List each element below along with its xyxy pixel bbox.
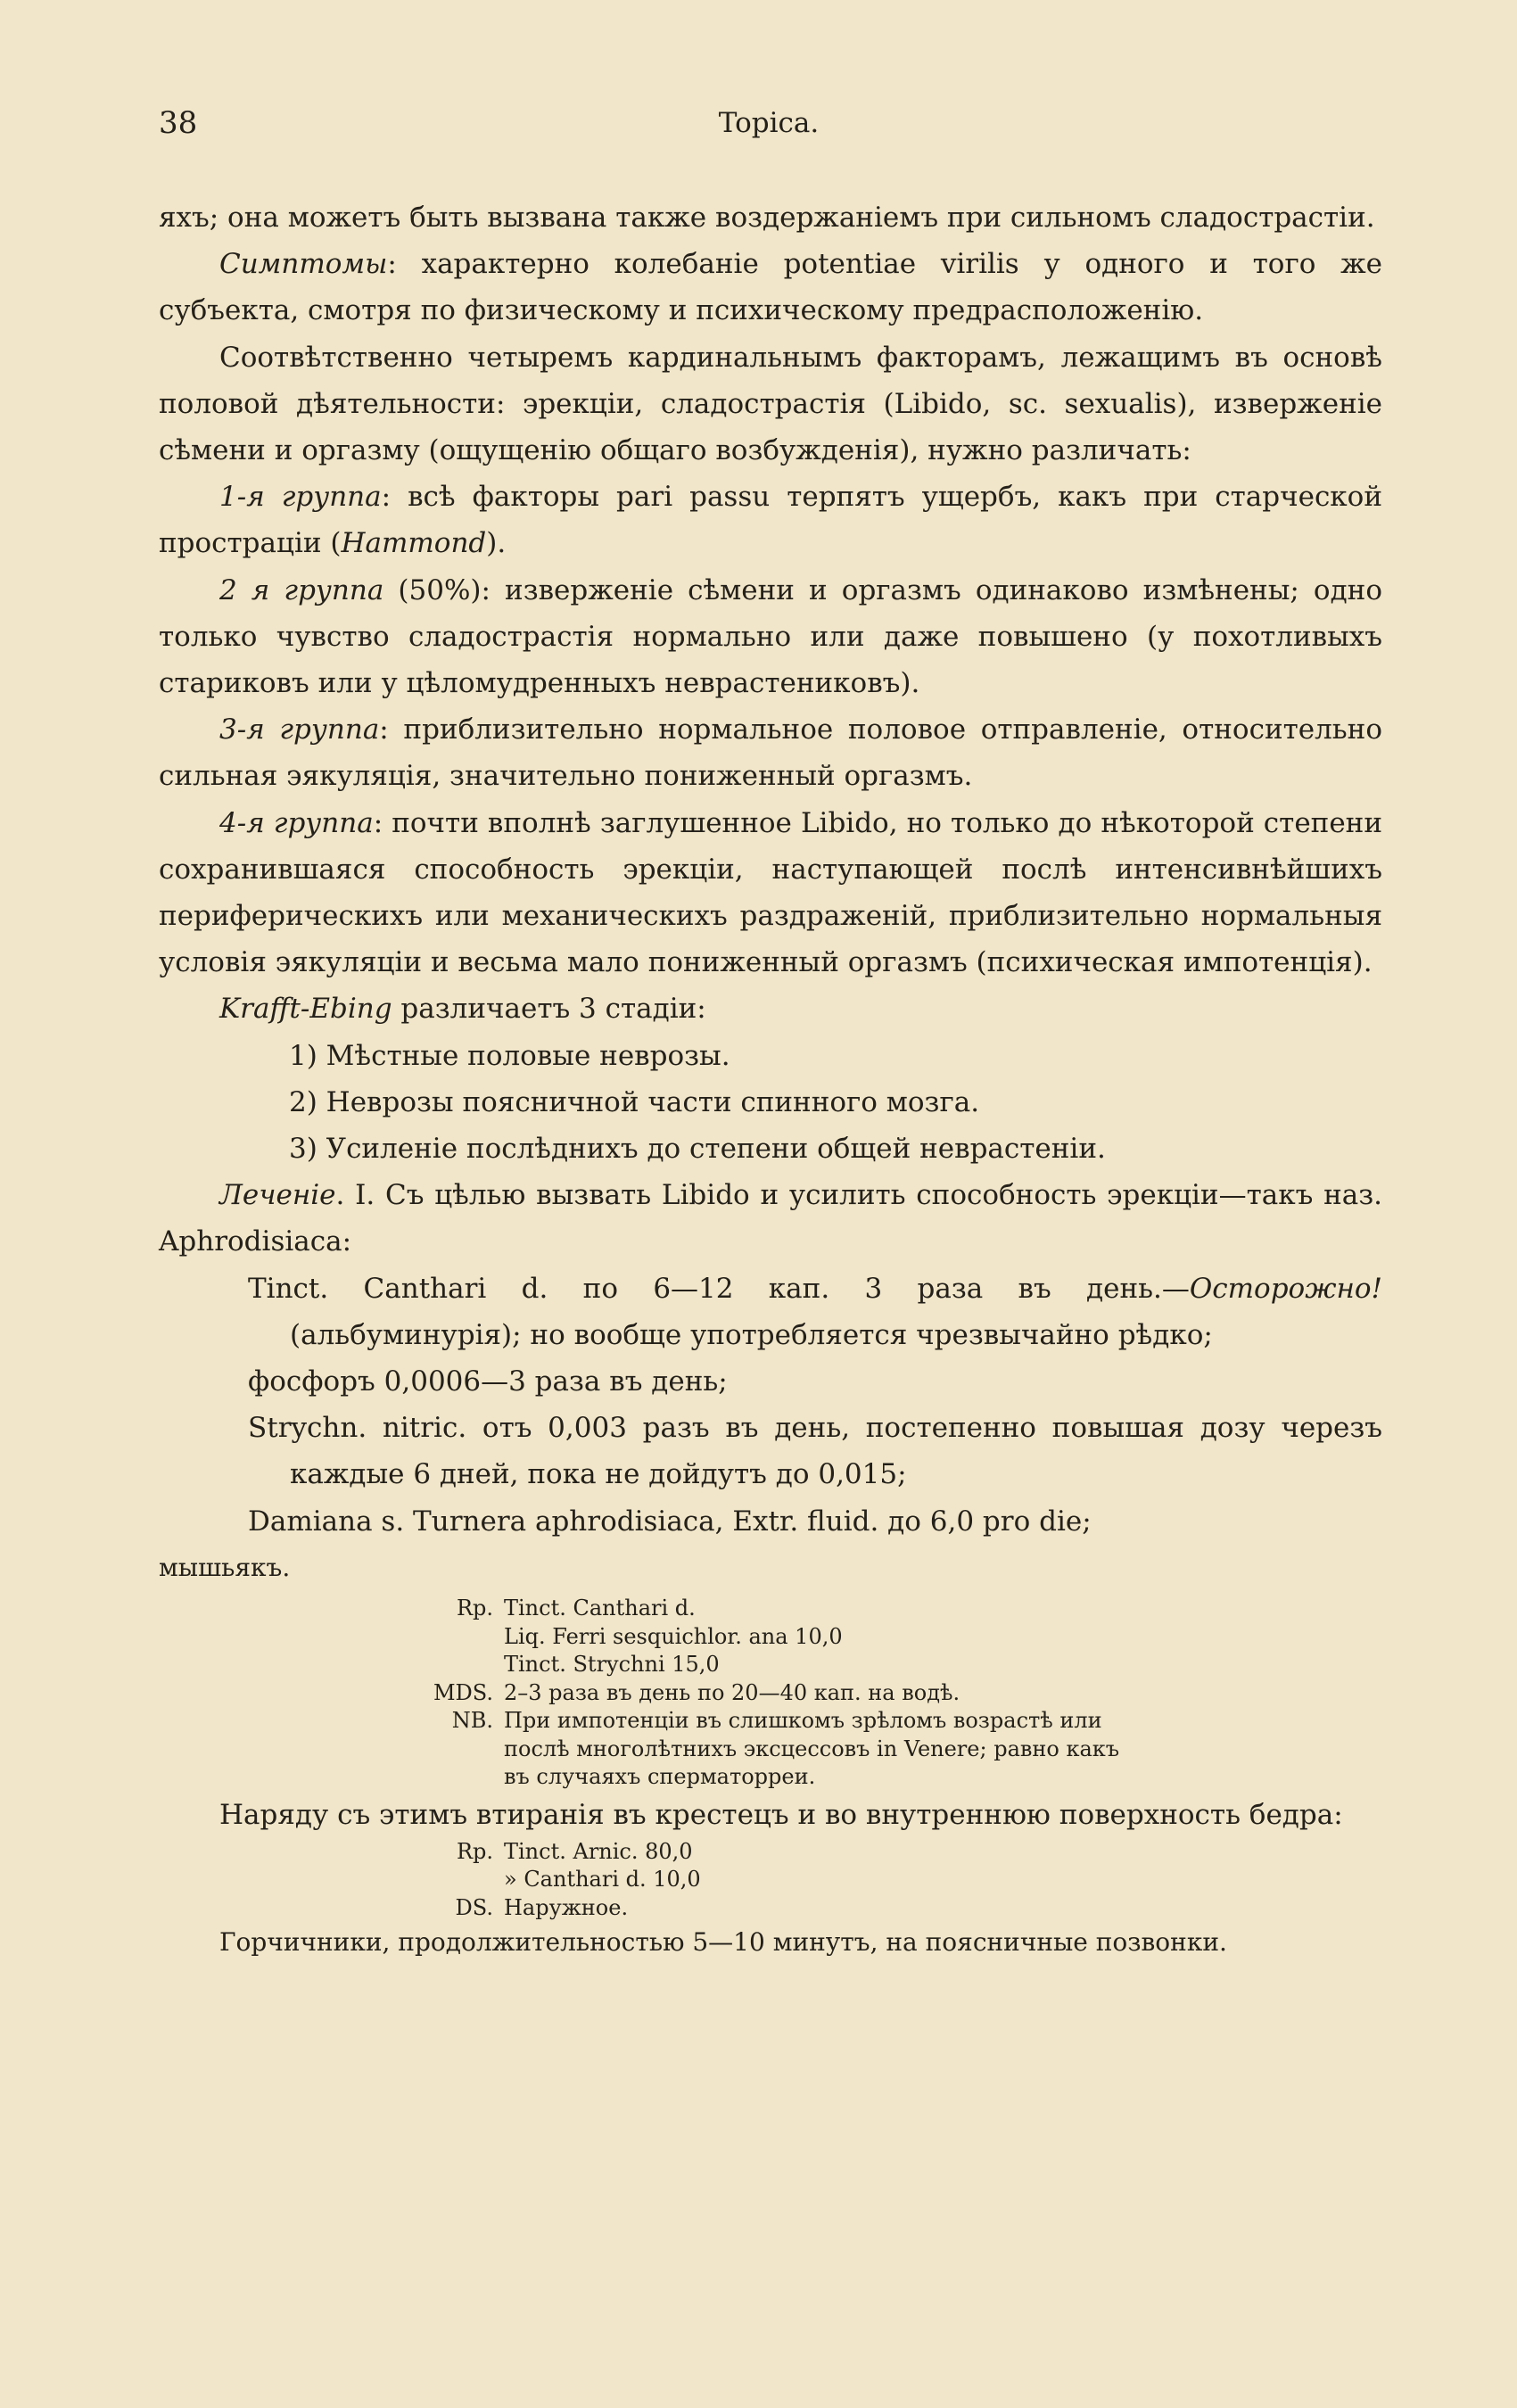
recipe-key: Rp. xyxy=(456,1596,493,1621)
list-item: Strychn. nitric. отъ 0,003 разъ въ день, постепенно повышая дозу черезъ каждые 6 дней, пока не дойдутъ до 0,015; xyxy=(248,1412,1382,1491)
group-1-heading: 1-я группа xyxy=(219,481,382,514)
group-2-text: (50%): изверженiе сѣмени и оргазмъ одинаково измѣнены; одно только чувство сладострастiя нормально или даже повышено (у похотливыхъ стариковъ или у цѣломудренныхъ неврастениковъ). xyxy=(159,573,1382,700)
running-title: Topica. xyxy=(718,107,820,139)
page-number: 38 xyxy=(159,105,198,141)
paragraph-1: яхъ; она можетъ быть вызвана также воздержанiемъ при сильномъ сладострастiи. xyxy=(159,202,1375,234)
table-row xyxy=(431,1679,1128,1708)
recipe-key xyxy=(431,1866,504,1894)
list-item: фосфоръ 0,0006—3 раза въ день; xyxy=(248,1365,728,1398)
table-row xyxy=(431,1707,1128,1792)
group-3-heading: 3-я группа xyxy=(219,713,380,746)
recipe-key xyxy=(431,1651,504,1679)
aphrodisiaca-list xyxy=(159,1266,1382,1545)
recipe-line: Liq. Ferri sesquichlor. ana 10,0 xyxy=(504,1623,843,1649)
paragraph-factors: Соотвѣтственно четыремъ кардинальнымъ факторамъ, лежащимъ въ основѣ половой дѣятельности: эрекцiи, сладострастiя (Libido, sc. sexualis), изверженiе сѣмени и оргазму (ощущенiю общаго возбужденiя), нужно различать: xyxy=(159,341,1382,467)
paragraph-treatment xyxy=(159,1172,1382,1265)
paragraph-group-1 xyxy=(159,474,1382,566)
recipe-1 xyxy=(431,1595,1128,1792)
recipe-line: Tinct. Arnic. 80,0 xyxy=(504,1838,693,1864)
paragraph-mustard: Горчичники, продолжительностью 5—10 минутъ, на поясничные позвонки. xyxy=(219,1927,1227,1958)
treatment-text: . I. Съ цѣлью вызвать Libido и усилить способность эрекцiи—такъ наз. Aphrodisiaca: xyxy=(159,1179,1382,1258)
recipe-key: DS. xyxy=(455,1894,493,1920)
recipe-line: Tinct. Canthari d. xyxy=(504,1596,696,1621)
author-krafft-ebing: Krafft-Ebing xyxy=(219,993,392,1026)
recipe-line: » Canthari d. 10,0 xyxy=(504,1867,701,1893)
caution-note: Осторожно! xyxy=(1189,1272,1382,1305)
list-item: мышьякъ. xyxy=(159,1552,291,1582)
group-1-end: ). xyxy=(486,527,507,560)
recipe-line: При импотенцiи въ слишкомъ зрѣломъ возрастѣ или послѣ многолѣтнихъ эксцессовъ in Venere; равно какъ въ случаяхъ сперматорреи. xyxy=(504,1708,1120,1790)
table-row xyxy=(431,1623,1128,1652)
paragraph-group-3 xyxy=(159,706,1382,799)
recipe-2 xyxy=(431,1838,1128,1923)
paragraph-group-4 xyxy=(159,800,1382,986)
paragraph-krafft-ebing xyxy=(159,985,1382,1032)
paragraph-group-2 xyxy=(159,567,1382,707)
table-row xyxy=(431,1651,1128,1679)
table-row xyxy=(431,1838,1128,1867)
symptoms-text: : характерно колебанiе potentiae virilis у одного и того же субъекта, смотря по физическому и психическому предрасположенiю. xyxy=(159,248,1382,327)
list-item: 1) Мѣстные половые неврозы. xyxy=(289,1039,730,1072)
group-3-text: : приблизительно нормальное половое отправленiе, относительно сильная эякуляцiя, значительно пониженный оргазмъ. xyxy=(159,713,1382,793)
group-4-text: : почти вполнѣ заглушенное Libido, но только до нѣкоторой степени сохранившаяся способность эрекцiи, наступающей послѣ интенсивнѣйшихъ периферическихъ или механическихъ раздраженiй, приблизительно нормальныя условiя эякуляцiи и весьма мало пониженный оргазмъ (психическая импотенцiя). xyxy=(159,806,1382,979)
list-item: 3) Усиленiе послѣднихъ до степени общей неврастенiи. xyxy=(289,1133,1106,1166)
list-item: 2) Неврозы поясничной части спинного мозга. xyxy=(289,1085,980,1118)
recipe-key: MDS. xyxy=(433,1679,493,1705)
group-2-heading: 2 я группа xyxy=(219,573,384,606)
table-row xyxy=(431,1894,1128,1923)
recipe-key: NB. xyxy=(451,1708,493,1734)
recipe-key: Rp. xyxy=(456,1838,493,1864)
cantharid-dose: Tinct. Canthari d. по 6—12 кап. 3 раза въ день.— xyxy=(248,1272,1190,1305)
recipe-key xyxy=(431,1623,504,1652)
treatment-heading: Леченiе xyxy=(219,1179,336,1212)
paragraph-rubbing: Наряду съ этимъ втиранiя въ крестецъ и во внутреннюю поверхность бедра: xyxy=(219,1798,1343,1831)
author-hammond: Hammond xyxy=(341,527,487,560)
list-item: Damiana s. Turnera aphrodisiaca, Extr. fluid. до 6,0 pro die; xyxy=(248,1505,1092,1538)
group-4-heading: 4-я группа xyxy=(219,806,374,839)
recipe-line: Наружное. xyxy=(504,1894,629,1920)
symptoms-heading: Симптомы xyxy=(219,248,388,281)
table-row xyxy=(431,1595,1128,1623)
page-body xyxy=(159,194,1382,1963)
stages-intro: различаетъ 3 стадiи: xyxy=(392,993,706,1026)
cantharid-note: (альбуминурiя); но вообще употребляется чрезвычайно рѣдко; xyxy=(290,1318,1213,1351)
list-item xyxy=(248,1266,1382,1358)
page-header xyxy=(159,105,1379,150)
paragraph-symptoms xyxy=(159,241,1382,334)
table-row xyxy=(431,1866,1128,1894)
stages-list xyxy=(159,1033,1382,1173)
recipe-line: 2–3 раза въ день по 20—40 кап. на водѣ. xyxy=(504,1679,960,1705)
group-1-text: : всѣ факторы pari passu терпятъ ущербъ, какъ при старческой прострацiи ( xyxy=(159,481,1383,560)
recipe-line: Tinct. Strychni 15,0 xyxy=(504,1652,720,1678)
